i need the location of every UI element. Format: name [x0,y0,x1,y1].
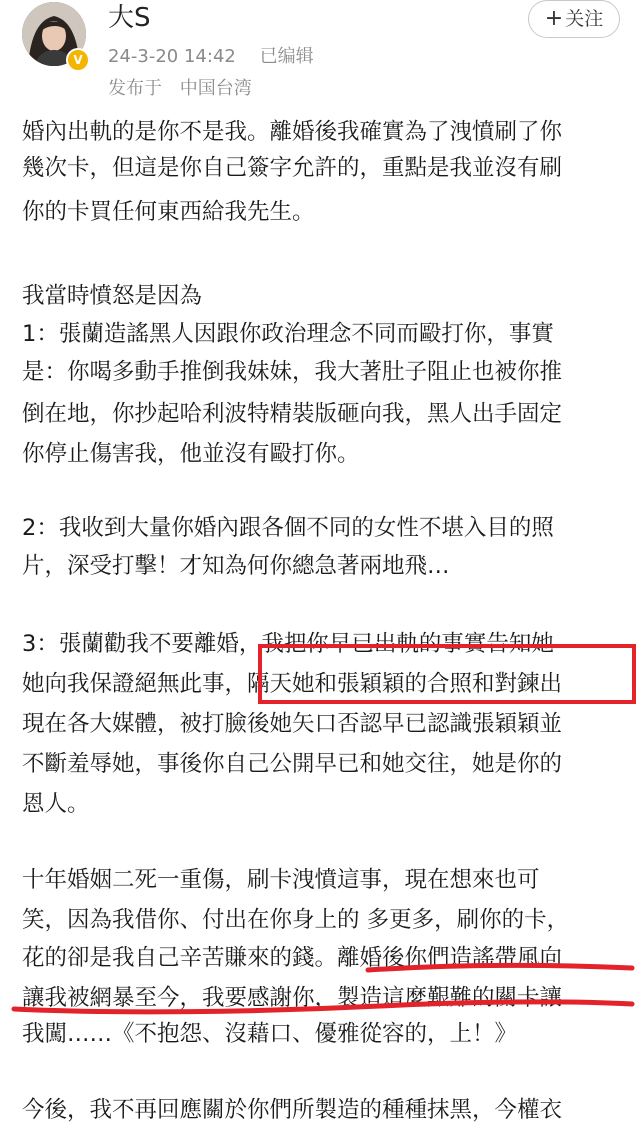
post-line: 十年婚姻二死一重傷，刷卡洩憤這事，現在想來也可 [22,867,540,893]
post-line: 笑，因為我借你、付出在你身上的 多更多，刷你的卡， [22,907,570,933]
post-line: 恩人。 [22,791,90,817]
post-header [0,0,640,110]
post-line: 片，深受打擊！才知為何你總急著兩地飛… [22,553,450,579]
post-line: 2：我收到大量你婚內跟各個不同的女性不堪入目的照 [22,515,554,541]
post-line: 幾次卡，但這是你自己簽字允許的，重點是我並沒有刷 [22,155,563,181]
timestamp: 24-3-20 14:42 [108,46,236,67]
post-line: 1：張蘭造謠黑人因跟你政治理念不同而毆打你，事實 [22,321,554,347]
location-value: 中国台湾 [179,78,252,99]
post-line-cutoff: 今後，我不再回應關於你們所製造的種種抹黑，今權衣 [22,1097,563,1123]
post-line: 倒在地，你抄起哈利波特精裝版砸向我，黑人出手固定 [22,401,563,427]
edited-label: 已编辑 [259,46,314,67]
post-line: 我闖……《不抱怨、沒藉口、優雅從容的，上！》 [22,1021,518,1047]
username[interactable]: 大S [108,3,151,33]
post-location [108,76,252,102]
post-line: 現在各大媒體，被打臉後她矢口否認早已認識張穎穎並 [22,711,563,737]
post-line: 花的卻是我自己辛苦賺來的錢。離婚後你們造謠帶風向 [22,945,563,971]
post-line: 不斷羞辱她，事後你自己公開早已和她交往，她是你的 [22,751,563,777]
post-line: 你停止傷害我，他並沒有毆打你。 [22,441,360,467]
follow-label: 关注 [565,8,604,30]
location-prefix: 发布于 [108,78,162,99]
post-meta [108,44,332,70]
plus-icon: + [544,6,564,31]
post-line: 是：你喝多動手推倒我妹妹，我大著肚子阻止也被你推 [22,359,563,385]
post-line: 你的卡買任何東西給我先生。 [22,199,315,225]
post-line: 我當時憤怒是因為 [22,283,203,309]
follow-button[interactable] [528,0,620,38]
post-line: 讓我被網暴至今，我要感謝你，製造這麼艱難的關卡讓 [22,985,563,1011]
post-line: 3：張蘭勸我不要離婚，我把你早已出軌的事實告知她 [22,631,554,657]
verified-badge-icon: V [66,48,90,72]
post-line: 她向我保證絕無此事，隔天她和張穎穎的合照和對鍊出 [22,671,563,697]
post-line: 婚內出軌的是你不是我。離婚後我確實為了洩憤刷了你 [22,119,563,145]
